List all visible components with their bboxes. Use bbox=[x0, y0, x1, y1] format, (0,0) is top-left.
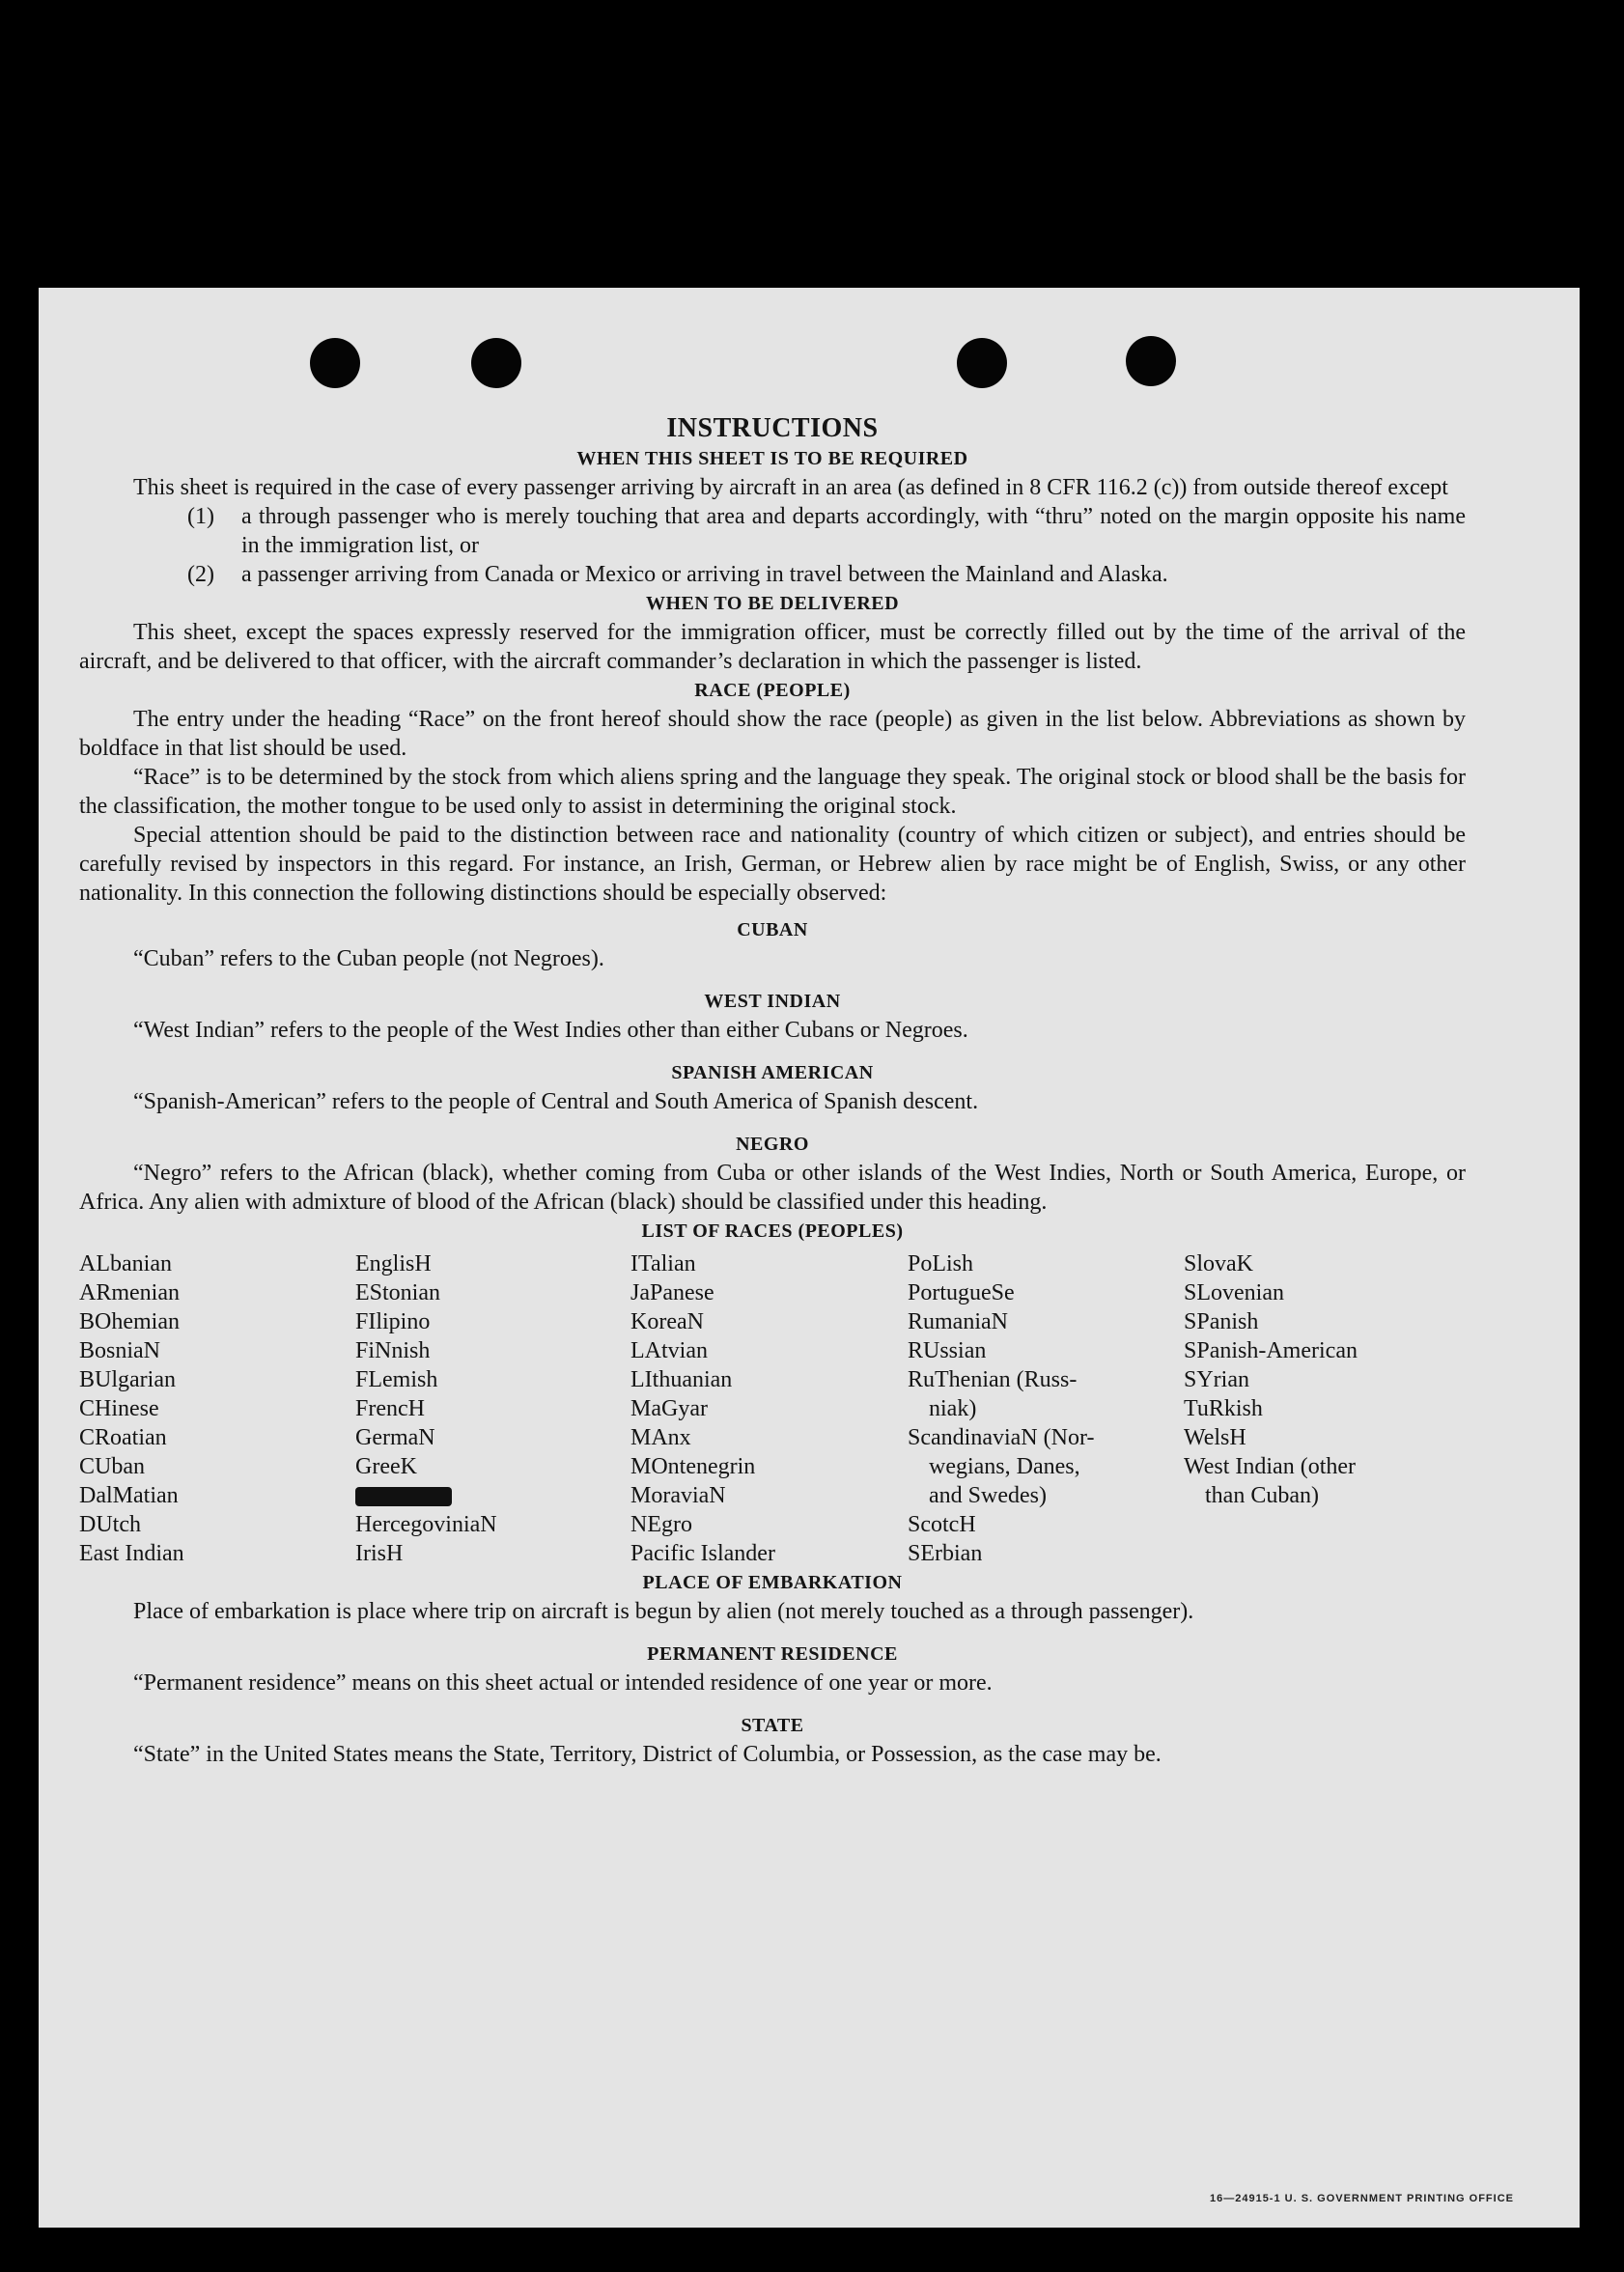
race-entry: West Indian (other bbox=[1184, 1454, 1357, 1479]
race-entry: SErbian bbox=[908, 1541, 983, 1566]
race-entry: SlovaK bbox=[1184, 1251, 1253, 1276]
race-entry: TuRkish bbox=[1184, 1396, 1263, 1421]
item-number: (1) bbox=[187, 504, 214, 529]
section-heading: LIST OF RACES (PEOPLES) bbox=[641, 1220, 904, 1242]
race-entry: RuThenian (Russ- bbox=[908, 1367, 1078, 1392]
section-heading: CUBAN bbox=[737, 919, 808, 940]
page-title: INSTRUCTIONS bbox=[666, 413, 879, 443]
item-text: a passenger arriving from Canada or Mexico or arriving in travel between the Mainland and Alaska. bbox=[241, 562, 1168, 587]
paragraph: This sheet, except the spaces expressly reserved for the immigration officer, must be correctly filled out by the time of the arrival of the aircraft, and be delivered to that officer, with the aircraft commander’s declaration in which the passenger is listed. bbox=[79, 620, 1466, 674]
race-entry: KoreaN bbox=[630, 1309, 704, 1334]
race-entry: wegians, Danes, bbox=[929, 1454, 1080, 1479]
instructions-content bbox=[79, 413, 1466, 1769]
race-entry: CRoatian bbox=[79, 1425, 167, 1450]
race-entry: DUtch bbox=[79, 1512, 141, 1537]
race-entry: ARmenian bbox=[79, 1280, 180, 1305]
race-entry: FLemish bbox=[355, 1367, 438, 1392]
race-entry: JaPanese bbox=[630, 1280, 714, 1305]
paragraph: “West Indian” refers to the people of the West Indies other than either Cubans or Negroes. bbox=[133, 1018, 968, 1043]
race-entry: CHinese bbox=[79, 1396, 159, 1421]
section-heading: WHEN TO BE DELIVERED bbox=[645, 593, 900, 614]
race-entry: LIthuanian bbox=[630, 1367, 733, 1392]
race-entry: ScotcH bbox=[908, 1512, 976, 1537]
item-text: a through passenger who is merely touching that area and departs accordingly, with “thru” noted on the margin opposite his name in the immigration list, or bbox=[241, 504, 1466, 558]
section-heading: WHEN THIS SHEET IS TO BE REQUIRED bbox=[576, 448, 968, 469]
race-entry: than Cuban) bbox=[1205, 1483, 1319, 1508]
punch-hole bbox=[310, 338, 360, 388]
race-entry: RUssian bbox=[908, 1338, 987, 1363]
races-column bbox=[908, 1249, 1184, 1568]
race-entry: BUlgarian bbox=[79, 1367, 176, 1392]
race-entry: GreeK bbox=[355, 1454, 417, 1479]
section-heading: RACE (PEOPLE) bbox=[694, 680, 851, 701]
race-entry: SLovenian bbox=[1184, 1280, 1284, 1305]
redaction-mark bbox=[355, 1487, 452, 1506]
race-entry: IrisH bbox=[355, 1541, 404, 1566]
punch-hole bbox=[1126, 336, 1176, 386]
race-entry: ScandinaviaN (Nor- bbox=[908, 1425, 1095, 1450]
race-entry: DalMatian bbox=[79, 1483, 179, 1508]
race-entry: FrencH bbox=[355, 1396, 425, 1421]
race-entry-redacted bbox=[355, 1481, 630, 1510]
paragraph: The entry under the heading “Race” on the front hereof should show the race (people) as given in the list below. Abbreviations as shown by boldface in that list should be used. bbox=[79, 707, 1466, 761]
race-entry: WelsH bbox=[1184, 1425, 1246, 1450]
race-entry: CUban bbox=[79, 1454, 145, 1479]
punch-hole bbox=[471, 338, 521, 388]
race-entry: SYrian bbox=[1184, 1367, 1249, 1392]
races-column bbox=[79, 1249, 355, 1568]
race-entry: PoLish bbox=[908, 1251, 974, 1276]
section-heading: STATE bbox=[741, 1715, 804, 1736]
race-entry: NEgro bbox=[630, 1512, 692, 1537]
race-entry: BosniaN bbox=[79, 1338, 160, 1363]
section-heading: PERMANENT RESIDENCE bbox=[647, 1643, 898, 1665]
paragraph: “Spanish-American” refers to the people of Central and South America of Spanish descent. bbox=[133, 1089, 979, 1114]
section-heading: NEGRO bbox=[736, 1134, 809, 1155]
list-item bbox=[79, 502, 1466, 560]
race-entry: MoraviaN bbox=[630, 1483, 726, 1508]
races-column bbox=[355, 1249, 630, 1568]
race-entry: East Indian bbox=[79, 1541, 184, 1566]
item-number: (2) bbox=[187, 562, 214, 587]
race-entry: and Swedes) bbox=[929, 1483, 1047, 1508]
paragraph: “Race” is to be determined by the stock from which aliens spring and the language they speak. The original stock or blood shall be the basis for the classification, the mother tongue to be used only to assist in determining the original stock. bbox=[79, 765, 1466, 819]
paragraph: “Negro” refers to the African (black), whether coming from Cuba or other islands of the West Indies, North or South America, Europe, or Africa. Any alien with admixture of blood of the African (black) should be classified under this heading. bbox=[79, 1161, 1466, 1215]
section-heading: WEST INDIAN bbox=[704, 991, 841, 1012]
race-entry: EStonian bbox=[355, 1280, 440, 1305]
paragraph: Special attention should be paid to the distinction between race and nationality (country of which citizen or subject), and entries should be carefully revised by inspectors in this regard. For instance, an Irish, German, or Hebrew alien by race might be of English, Swiss, or any other nationality. In this connection the following distinctions should be especially observed: bbox=[79, 823, 1466, 906]
races-column bbox=[630, 1249, 908, 1568]
race-entry: HercegoviniaN bbox=[355, 1512, 497, 1537]
race-entry: niak) bbox=[929, 1396, 977, 1421]
races-list bbox=[79, 1249, 1466, 1568]
paragraph: “Cuban” refers to the Cuban people (not Negroes). bbox=[133, 946, 604, 971]
race-entry: SPanish-American bbox=[1184, 1338, 1358, 1363]
paragraph: Place of embarkation is place where trip on aircraft is begun by alien (not merely touched as a through passenger). bbox=[133, 1599, 1194, 1624]
race-entry: EnglisH bbox=[355, 1251, 432, 1276]
race-entry: SPanish bbox=[1184, 1309, 1259, 1334]
race-entry: Pacific Islander bbox=[630, 1541, 775, 1566]
punch-hole bbox=[957, 338, 1007, 388]
race-entry: MOntenegrin bbox=[630, 1454, 756, 1479]
printing-office-code: 16—24915-1 U. S. GOVERNMENT PRINTING OFFICE bbox=[1209, 2193, 1514, 2204]
paragraph: “Permanent residence” means on this sheet actual or intended residence of one year or more. bbox=[133, 1670, 993, 1696]
race-entry: GermaN bbox=[355, 1425, 435, 1450]
paragraph: This sheet is required in the case of every passenger arriving by aircraft in an area (as defined in 8 CFR 116.2 (c)) from outside thereof except bbox=[133, 475, 1448, 500]
race-entry: BOhemian bbox=[79, 1309, 180, 1334]
list-item bbox=[79, 560, 1466, 589]
race-entry: FIlipino bbox=[355, 1309, 431, 1334]
race-entry: MAnx bbox=[630, 1425, 691, 1450]
document-sheet bbox=[39, 288, 1580, 2228]
section-heading: PLACE OF EMBARKATION bbox=[642, 1572, 903, 1593]
race-entry: ALbanian bbox=[79, 1251, 172, 1276]
race-entry: RumaniaN bbox=[908, 1309, 1008, 1334]
section-heading: SPANISH AMERICAN bbox=[671, 1062, 874, 1083]
races-column bbox=[1184, 1249, 1464, 1568]
race-entry: LAtvian bbox=[630, 1338, 708, 1363]
race-entry: FiNnish bbox=[355, 1338, 431, 1363]
race-entry: MaGyar bbox=[630, 1396, 708, 1421]
paragraph: “State” in the United States means the State, Territory, District of Columbia, or Possession, as the case may be. bbox=[133, 1742, 1162, 1767]
race-entry: PortugueSe bbox=[908, 1280, 1015, 1305]
race-entry: ITalian bbox=[630, 1251, 696, 1276]
